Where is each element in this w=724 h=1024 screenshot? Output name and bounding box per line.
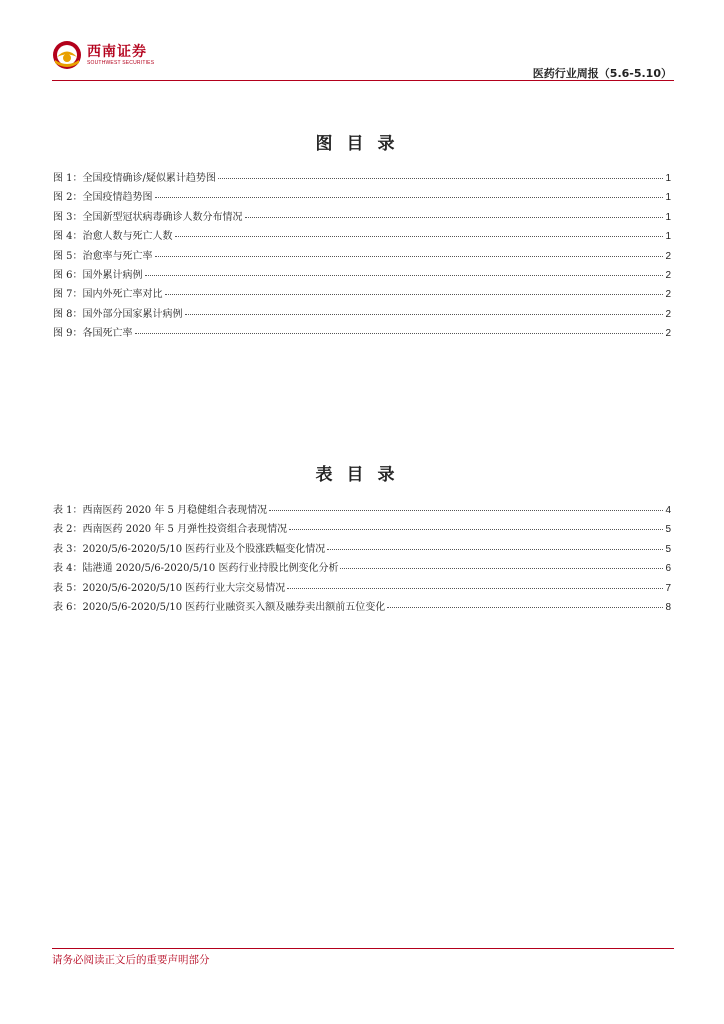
logo-emblem-icon xyxy=(52,40,82,70)
report-title: 医药行业周报（5.6-5.10） xyxy=(532,67,672,80)
toc-entry-label: 图 5：治愈率与死亡率 xyxy=(53,250,153,262)
toc-entry-figure-7[interactable] xyxy=(53,285,671,304)
logo-english-name: SOUTHWEST SECURITIES xyxy=(87,60,155,66)
page-header xyxy=(52,40,674,82)
toc-entry-label: 图 1：全国疫情确诊/疑似累计趋势图 xyxy=(53,173,216,184)
toc-entry-label: 表 6：2020/5/6-2020/5/10 医药行业融资买入额及融券卖出额前五位变化 xyxy=(53,601,386,613)
toc-entry-label: 图 9：各国死亡率 xyxy=(53,328,133,340)
company-logo xyxy=(52,40,154,70)
toc-entry-figure-8[interactable] xyxy=(53,305,671,324)
toc-entry-page: 1 xyxy=(665,192,671,204)
toc-entry-label: 图 7：国内外死亡率对比 xyxy=(53,289,163,301)
dot-leader xyxy=(145,275,664,276)
toc-entry-page: 1 xyxy=(665,173,671,184)
figure-index-list xyxy=(53,169,671,344)
toc-entry-page: 7 xyxy=(665,582,671,594)
dot-leader xyxy=(135,333,664,334)
dot-leader xyxy=(327,549,663,550)
dot-leader xyxy=(269,510,663,511)
dot-leader xyxy=(175,236,664,237)
toc-entry-figure-4[interactable] xyxy=(53,227,671,246)
toc-entry-figure-3[interactable] xyxy=(53,208,671,227)
toc-entry-table-6[interactable] xyxy=(53,598,671,617)
table-index-title: 表目录 xyxy=(315,465,409,485)
toc-entry-table-3[interactable] xyxy=(53,540,671,559)
toc-entry-label: 表 2：西南医药 2020 年 5 月弹性投资组合表现情况 xyxy=(53,524,288,536)
toc-entry-page: 2 xyxy=(665,289,671,301)
toc-entry-table-1[interactable] xyxy=(53,501,671,520)
dot-leader xyxy=(387,607,663,608)
toc-entry-label: 图 8：国外部分国家累计病例 xyxy=(53,308,183,320)
dot-leader xyxy=(287,588,663,589)
dot-leader xyxy=(155,197,664,198)
dot-leader xyxy=(245,217,664,218)
toc-entry-label: 表 4：陆港通 2020/5/6-2020/5/10 医药行业持股比例变化分析 xyxy=(53,563,339,575)
footer-disclaimer-notice: 请务必阅读正文后的重要声明部分 xyxy=(52,954,210,966)
toc-entry-table-2[interactable] xyxy=(53,520,671,539)
toc-entry-page: 6 xyxy=(665,563,671,575)
toc-entry-page: 1 xyxy=(665,211,671,223)
toc-entry-label: 图 3：全国新型冠状病毒确诊人数分布情况 xyxy=(53,211,243,223)
toc-entry-page: 4 xyxy=(665,505,671,516)
toc-entry-table-4[interactable] xyxy=(53,559,671,578)
toc-entry-label: 图 2：全国疫情趋势图 xyxy=(53,192,153,204)
toc-entry-page: 5 xyxy=(665,543,671,555)
table-index-list xyxy=(53,501,671,617)
toc-entry-page: 1 xyxy=(665,231,671,243)
toc-entry-page: 5 xyxy=(665,524,671,536)
toc-entry-page: 2 xyxy=(665,269,671,281)
figure-index-title: 图目录 xyxy=(315,134,409,154)
logo-chinese-name: 西南证券 xyxy=(87,44,147,60)
dot-leader xyxy=(340,568,663,569)
toc-entry-page: 2 xyxy=(665,250,671,262)
toc-entry-table-5[interactable] xyxy=(53,579,671,598)
toc-entry-figure-2[interactable] xyxy=(53,188,671,207)
dot-leader xyxy=(185,314,664,315)
header-divider xyxy=(52,80,674,81)
toc-entry-label: 表 3：2020/5/6-2020/5/10 医药行业及个股涨跌幅变化情况 xyxy=(53,543,326,555)
toc-entry-figure-5[interactable] xyxy=(53,247,671,266)
toc-entry-figure-6[interactable] xyxy=(53,266,671,285)
dot-leader xyxy=(218,178,664,179)
dot-leader xyxy=(165,294,664,295)
toc-entry-label: 图 6：国外累计病例 xyxy=(53,269,143,281)
toc-entry-label: 图 4：治愈人数与死亡人数 xyxy=(53,231,173,243)
footer-divider xyxy=(52,948,674,949)
toc-entry-label: 表 5：2020/5/6-2020/5/10 医药行业大宗交易情况 xyxy=(53,582,286,594)
toc-entry-figure-9[interactable] xyxy=(53,324,671,343)
toc-entry-page: 2 xyxy=(665,328,671,340)
toc-entry-figure-1[interactable] xyxy=(53,169,671,188)
dot-leader xyxy=(155,256,664,257)
dot-leader xyxy=(289,529,663,530)
toc-entry-page: 2 xyxy=(665,308,671,320)
toc-entry-label: 表 1：西南医药 2020 年 5 月稳健组合表现情况 xyxy=(53,505,268,516)
toc-entry-page: 8 xyxy=(665,601,671,613)
